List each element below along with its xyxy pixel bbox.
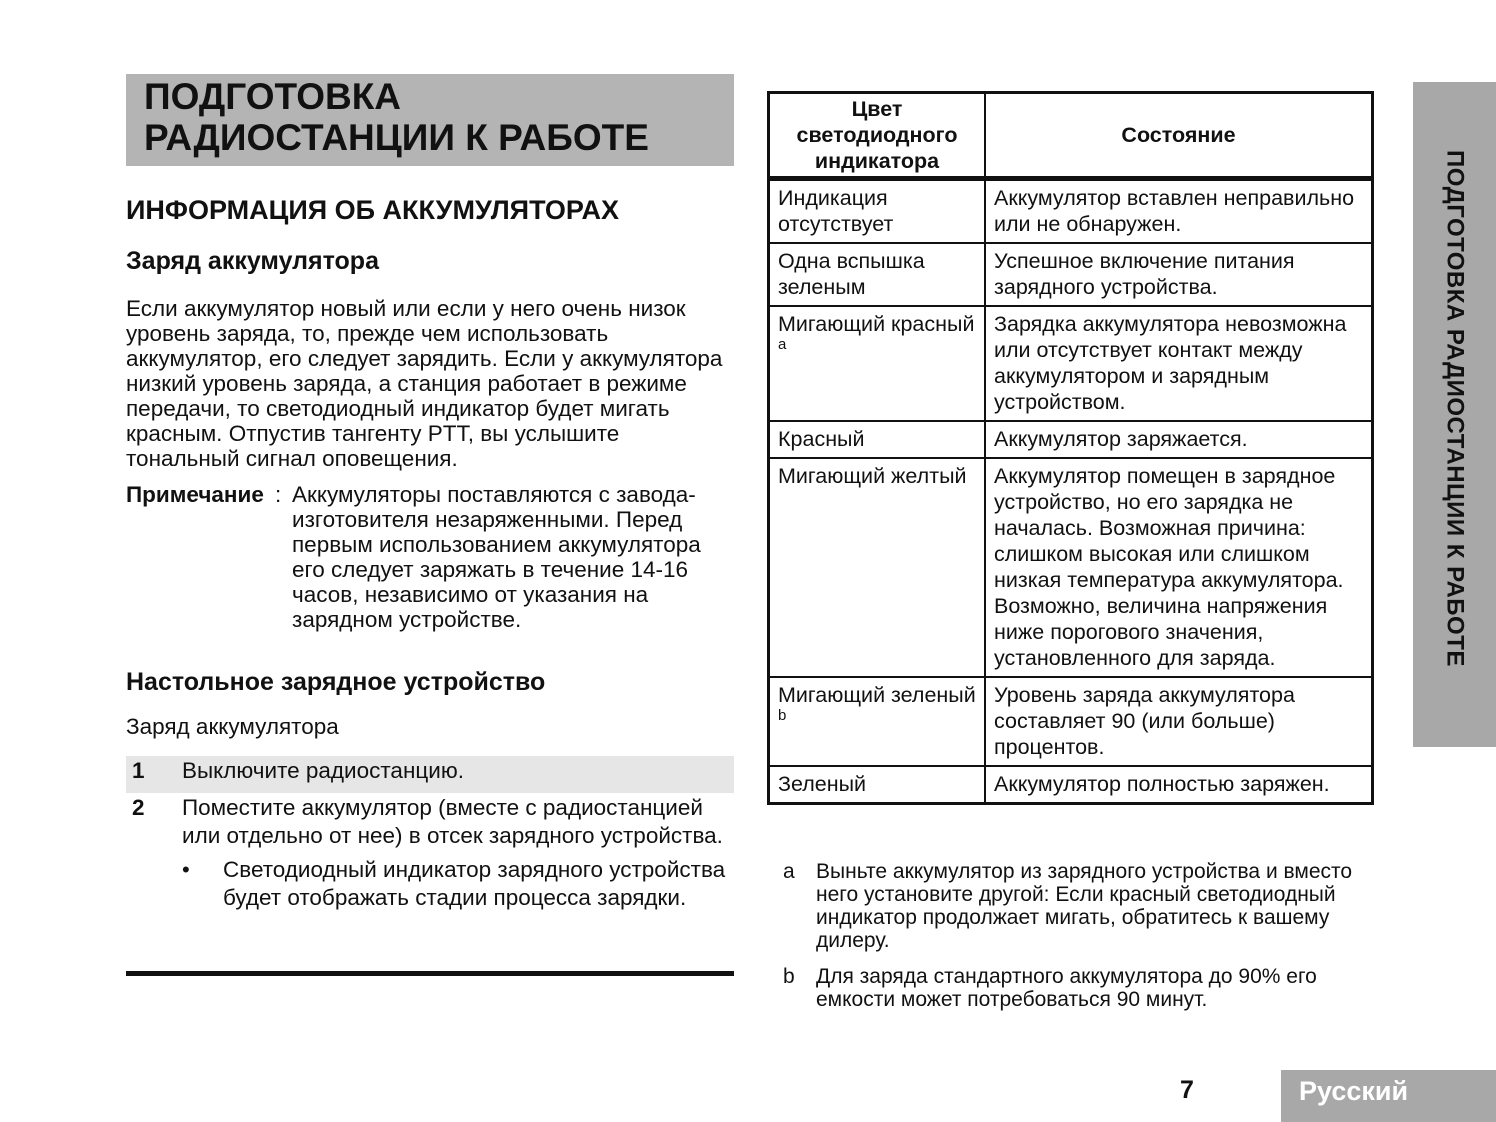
footnote-text: Для заряда стандартного аккумулятора до 90% его емкости может потребоваться 90 минут. [816, 965, 1317, 1011]
step-row-2 [126, 794, 734, 912]
bullet-text: Светодиодный индикатор зарядного устройства будет отображать стадии процесса зарядки. [223, 857, 726, 910]
note-block [126, 482, 734, 632]
footnote-mark: b [783, 965, 795, 988]
table-row [769, 677, 1373, 766]
led-state-cell: Аккумулятор вставлен неправильно или не обнаружен. [985, 179, 1373, 244]
note-separator: : [275, 482, 282, 507]
chapter-title-banner [126, 74, 734, 166]
footnote-ref: b [778, 707, 787, 724]
led-state-cell: Успешное включение питания зарядного устройства. [985, 243, 1373, 306]
led-color-cell: Одна вспышка зеленым [769, 243, 986, 306]
step-text: Поместите аккумулятор (вместе с радиостанцией или отдельно от нее) в отсек зарядного устройства. [182, 795, 723, 848]
section-title: ИНФОРМАЦИЯ ОБ АККУМУЛЯТОРАХ [126, 195, 620, 225]
led-color-cell: Зеленый [769, 766, 986, 804]
chapter-side-tab-label: ПОДГОТОВКА РАДИОСТАНЦИИ К РАБОТЕ [1441, 150, 1469, 667]
table-header-row [769, 93, 1373, 179]
led-state-cell: Аккумулятор помещен в зарядное устройство, но его зарядка не началась. Возможная причина: слишком высокая или слишком низкая температура аккумулятора. Возможно, величина напряжения ниже порогового значения, установленного для заряда. [985, 458, 1373, 677]
subsection-title-charge: Заряд аккумулятора [126, 247, 379, 275]
led-color-cell: Мигающий желтый [769, 458, 986, 677]
table-row [769, 179, 1373, 244]
procedure-intro: Заряд аккумулятора [126, 714, 339, 739]
note-text: Аккумуляторы поставляются с завода-изготовителя незаряженными. Перед первым использованием аккумулятора его следует заряжать в течение 14-16 часов, независимо от указания на зарядном устройстве. [292, 482, 701, 632]
column-header-state: Состояние [985, 93, 1373, 179]
bullet-icon: • [182, 857, 190, 882]
led-state-cell: Уровень заряда аккумулятора составляет 90 (или больше) процентов. [985, 677, 1373, 766]
led-color-cell: Мигающий зеленый $^b$ [769, 677, 986, 766]
chapter-title-line2: РАДИОСТАНЦИИ К РАБОТЕ [144, 117, 649, 158]
table-row [769, 458, 1373, 677]
language-label: Русский [1299, 1076, 1409, 1106]
step-row-1 [126, 756, 734, 793]
led-color-cell: Индикация отсутствует [769, 179, 986, 244]
note-label: Примечание [126, 482, 264, 507]
step-number: 2 [132, 795, 145, 820]
section-end-rule [126, 971, 734, 976]
led-status-table [767, 91, 1374, 805]
led-color-cell: Мигающий красный $^a$ [769, 306, 986, 421]
chapter-title-line1: ПОДГОТОВКА [144, 76, 401, 117]
table-row [769, 306, 1373, 421]
page-number: 7 [1180, 1076, 1194, 1104]
footnote-mark: a [783, 860, 795, 883]
column-header-color: Цвет светодиодного индикатора [769, 93, 986, 179]
bullet-item [126, 856, 734, 912]
footnote-b [783, 965, 1373, 1011]
led-state-cell: Аккумулятор полностью заряжен. [985, 766, 1373, 804]
charge-paragraph: Если аккумулятор новый или если у него очень низок уровень заряда, то, прежде чем использовать аккумулятор, его следует зарядить. Если у аккумулятора низкий уровень заряда, а станция работает в режиме передачи, то светодиодный индикатор будет мигать красным. Отпустив тангенту PTT, вы услышите тональный сигнал оповещения. [126, 296, 723, 471]
step-number: 1 [132, 758, 145, 783]
led-color-cell: Красный [769, 421, 986, 458]
table-row [769, 243, 1373, 306]
footnote-text: Выньте аккумулятор из зарядного устройства и вместо него установите другой: Если красный светодиодный индикатор продолжает мигать, обратитесь к вашему дилеру. [816, 860, 1353, 952]
footnote-ref: a [778, 336, 787, 353]
led-state-cell: Зарядка аккумулятора невозможна или отсутствует контакт между аккумулятором и зарядным устройством. [985, 306, 1373, 421]
table-row [769, 421, 1373, 458]
table-row [769, 766, 1373, 804]
led-state-cell: Аккумулятор заряжается. [985, 421, 1373, 458]
subsection-title-desktop-charger: Настольное зарядное устройство [126, 668, 546, 696]
footnote-a [783, 860, 1373, 952]
step-text: Выключите радиостанцию. [182, 758, 464, 783]
